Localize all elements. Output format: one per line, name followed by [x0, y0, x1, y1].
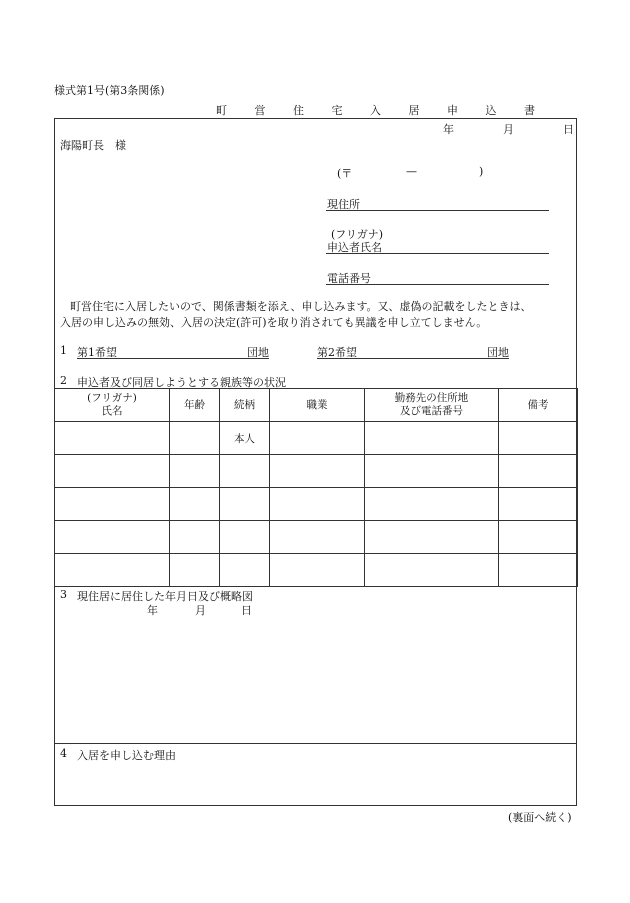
- cell-age[interactable]: [170, 422, 220, 455]
- first-choice-line[interactable]: [77, 358, 269, 359]
- date-year: 年: [443, 123, 454, 136]
- address-line[interactable]: [326, 210, 549, 211]
- danchi-1: 団地: [247, 346, 269, 359]
- cell-name[interactable]: [55, 455, 170, 488]
- section4-heading: 入居を申し込む理由: [77, 749, 176, 762]
- cell-relation[interactable]: [220, 488, 270, 521]
- table-row: [55, 422, 578, 455]
- cell-relation[interactable]: 本人: [220, 422, 270, 455]
- phone-line[interactable]: [326, 284, 549, 285]
- date-month: 月: [503, 123, 514, 136]
- cell-name[interactable]: [55, 554, 170, 587]
- applicant-name-label: 申込者氏名: [327, 241, 382, 254]
- cell-workplace[interactable]: [365, 554, 499, 587]
- cell-name[interactable]: [55, 521, 170, 554]
- postal-dash: —: [406, 165, 417, 178]
- footer-continued: (裏面へ続く): [508, 811, 572, 824]
- postal-close: ): [479, 165, 484, 178]
- date-day: 日: [563, 123, 574, 136]
- section3-month: 月: [195, 604, 206, 617]
- second-choice-line[interactable]: [317, 358, 509, 359]
- header-name: [55, 389, 170, 422]
- section1-number: 1: [60, 344, 67, 357]
- table-row: [55, 488, 578, 521]
- cell-occupation[interactable]: [270, 554, 365, 587]
- section4-number: 4: [60, 747, 67, 760]
- cell-remarks[interactable]: [499, 521, 578, 554]
- cell-occupation[interactable]: [270, 488, 365, 521]
- header-remarks: 備考: [499, 389, 578, 422]
- second-choice-label: 第2希望: [317, 346, 357, 359]
- cell-occupation[interactable]: [270, 521, 365, 554]
- cell-age[interactable]: [170, 455, 220, 488]
- applicant-name-line[interactable]: [326, 253, 549, 254]
- section3-day: 日: [241, 604, 252, 617]
- section4-divider: [54, 743, 577, 744]
- cell-relation[interactable]: [220, 455, 270, 488]
- postal-open: (〒: [337, 167, 353, 180]
- cell-occupation[interactable]: [270, 422, 365, 455]
- page-title: 町 営 住 宅 入 居 申 込 書: [216, 104, 547, 117]
- cell-occupation[interactable]: [270, 455, 365, 488]
- sketch-area[interactable]: [55, 618, 576, 742]
- section3-heading: 現住居に居住した年月日及び概略図: [77, 590, 253, 603]
- furigana-label: (フリガナ): [331, 228, 384, 241]
- cell-name[interactable]: [55, 488, 170, 521]
- cell-workplace[interactable]: [365, 422, 499, 455]
- header-name-label: 氏名: [101, 405, 123, 417]
- cell-age[interactable]: [170, 554, 220, 587]
- header-name-furigana: (フリガナ): [87, 392, 137, 404]
- phone-label: 電話番号: [327, 272, 371, 285]
- section2-heading: 申込者及び同居しようとする親族等の状況: [77, 376, 286, 389]
- cell-age[interactable]: [170, 488, 220, 521]
- header-workplace: [365, 389, 499, 422]
- family-table-header: [55, 389, 578, 422]
- cell-remarks[interactable]: [499, 422, 578, 455]
- addressee: 海陽町長 様: [60, 139, 126, 152]
- declaration-line-1: 町営住宅に入居したいので、関係書類を添え、申し込みます。又、虚偽の記載をしたときは、: [70, 300, 532, 313]
- cell-remarks[interactable]: [499, 455, 578, 488]
- form-number: 様式第1号(第3条関係): [54, 84, 165, 97]
- cell-relation[interactable]: [220, 521, 270, 554]
- table-row: [55, 554, 578, 587]
- header-occupation: 職業: [270, 389, 365, 422]
- first-choice-label: 第1希望: [77, 346, 117, 359]
- address-label: 現住所: [327, 198, 360, 211]
- table-row: [55, 521, 578, 554]
- family-table: [54, 388, 578, 587]
- cell-remarks[interactable]: [499, 488, 578, 521]
- cell-workplace[interactable]: [365, 455, 499, 488]
- header-workplace-line2: 及び電話番号: [400, 405, 463, 417]
- cell-workplace[interactable]: [365, 521, 499, 554]
- cell-remarks[interactable]: [499, 554, 578, 587]
- cell-age[interactable]: [170, 521, 220, 554]
- header-workplace-line1: 勤務先の住所地: [394, 392, 469, 404]
- section3-year: 年: [147, 604, 158, 617]
- header-age: 年齢: [170, 389, 220, 422]
- cell-relation[interactable]: [220, 554, 270, 587]
- declaration-line-2: 入居の申し込みの無効、入居の決定(許可)を取り消されても異議を申し立てしません。: [60, 316, 488, 329]
- cell-workplace[interactable]: [365, 488, 499, 521]
- cell-name[interactable]: [55, 422, 170, 455]
- header-relation: 続柄: [220, 389, 270, 422]
- section3-number: 3: [60, 588, 67, 601]
- section2-number: 2: [60, 374, 67, 387]
- reason-area[interactable]: [55, 762, 576, 804]
- danchi-2: 団地: [487, 346, 509, 359]
- table-row: [55, 455, 578, 488]
